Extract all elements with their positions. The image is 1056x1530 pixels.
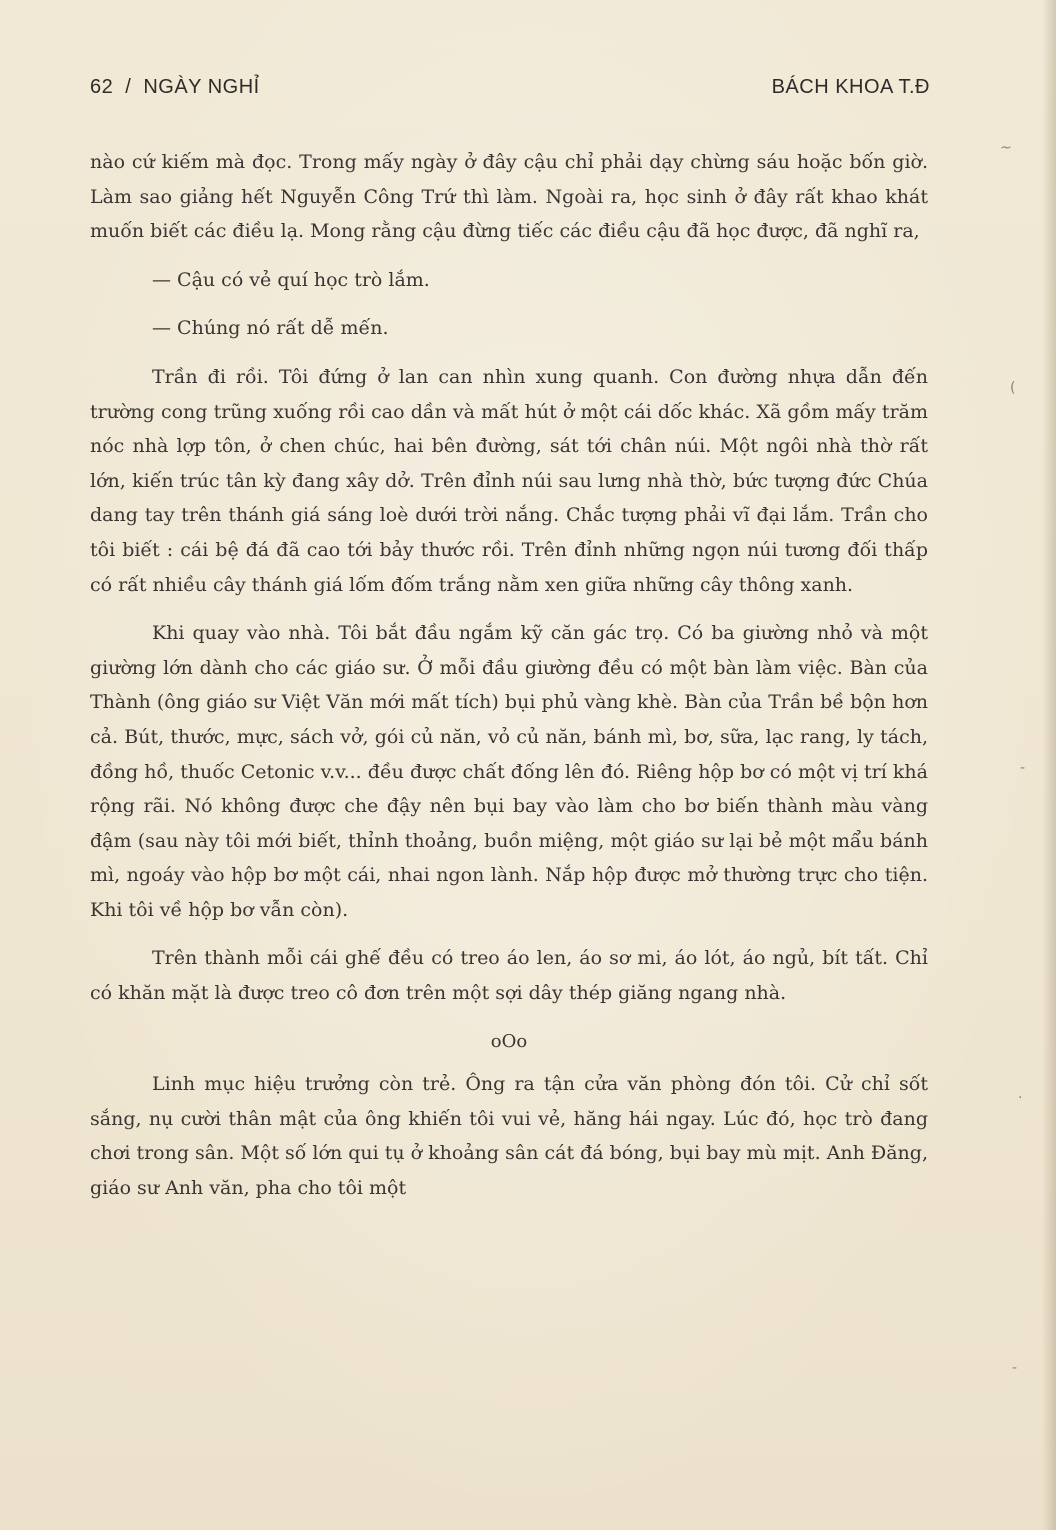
margin-speck: -: [1012, 1360, 1018, 1376]
margin-speck: ~: [1000, 140, 1012, 156]
dialogue-line: — Chúng nó rất dễ mến.: [152, 317, 389, 340]
section-title: NGÀY NGHỈ: [143, 76, 260, 98]
paragraph: Khi quay vào nhà. Tôi bắt đầu ngắm kỹ căn gác trọ. Có ba giường nhỏ và một giường lớn dành cho các giáo sư. Ở mỗi đầu giường đều có một bàn làm việc. Bàn của Thành (ông giáo sư Việt Văn mới mất tích) bụi phủ vàng khè. Bàn của Trần bề bộn hơn cả. Bút, thước, mực, sách vở, gói củ năn, vỏ củ năn, bánh mì, bơ, sữa, lạc rang, ly tách, đồng hồ, thuốc Cetonic v.v... đều được chất đống lên đó. Riêng hộp bơ có một vị trí khá rộng rãi. Nó không được che đậy nên bụi bay vào làm cho bơ biến thành màu vàng đậm (sau này tôi mới biết, thỉnh thoảng, buồn miệng, một giáo sư lại bẻ một mẩu bánh mì, ngoáy vào hộp bơ một cái, nhai ngon lành. Nắp hộp được mở thường trực cho tiện. Khi tôi về hộp bơ vẫn còn).: [90, 622, 928, 921]
paragraph: Linh mục hiệu trưởng còn trẻ. Ông ra tận cửa văn phòng đón tôi. Cử chỉ sốt sắng, nụ cười thân mật của ông khiến tôi vui vẻ, hăng hái ngay. Lúc đó, học trò đang chơi trong sân. Một số lớn qui tụ ở khoảng sân cát đá bóng, bụi bay mù mịt. Anh Đăng, giáo sư Anh văn, pha cho tôi một: [90, 1073, 928, 1200]
page-edge-shadow: [1042, 0, 1056, 1530]
paragraph: Trần đi rồi. Tôi đứng ở lan can nhìn xung quanh. Con đường nhựa dẫn đến trường cong trũng xuống rồi cao dần và mất hút ở một cái dốc khác. Xã gồm mấy trăm nóc nhà lợp tôn, ở chen chúc, hai bên đường, sát tới chân núi. Một ngôi nhà thờ rất lớn, kiến trúc tân kỳ đang xây dở. Trên đỉnh núi sau lưng nhà thờ, bức tượng đức Chúa dang tay trên thánh giá sáng loè dưới trời nắng. Chắc tượng phải vĩ đại lắm. Trần cho tôi biết : cái bệ đá đã cao tới bảy thước rồi. Trên đỉnh những ngọn núi tương đối thấp có rất nhiều cây thánh giá lốm đốm trắng nằm xen giữa những cây thông xanh.: [90, 365, 928, 596]
article-body: [90, 145, 928, 1206]
margin-speck: (: [1010, 380, 1016, 396]
page-number: 62: [90, 76, 114, 98]
paragraph: Trên thành mỗi cái ghế đều có treo áo len, áo sơ mi, áo lót, áo ngủ, bít tất. Chỉ có khăn mặt là được treo cô đơn trên một sợi dây thép giăng ngang nhà.: [90, 947, 928, 1005]
dialogue-line: — Cậu có vẻ quí học trò lắm.: [152, 268, 430, 291]
section-divider: oOo: [490, 1030, 528, 1052]
margin-speck: -: [1020, 760, 1026, 776]
header-separator: /: [125, 76, 132, 98]
journal-title: BÁCH KHOA T.Đ: [771, 76, 930, 98]
running-header: [90, 76, 930, 102]
paragraph-continued: nào cứ kiếm mà đọc. Trong mấy ngày ở đây cậu chỉ phải dạy chừng sáu hoặc bốn giờ. Làm sao giảng hết Nguyễn Công Trứ thì làm. Ngoài ra, học sinh ở đây rất khao khát muốn biết các điều lạ. Mong rằng cậu đừng tiếc các điều cậu đã học được, đã nghĩ ra,: [90, 151, 928, 243]
header-left: [90, 76, 260, 99]
margin-speck: ·: [1018, 1090, 1023, 1106]
